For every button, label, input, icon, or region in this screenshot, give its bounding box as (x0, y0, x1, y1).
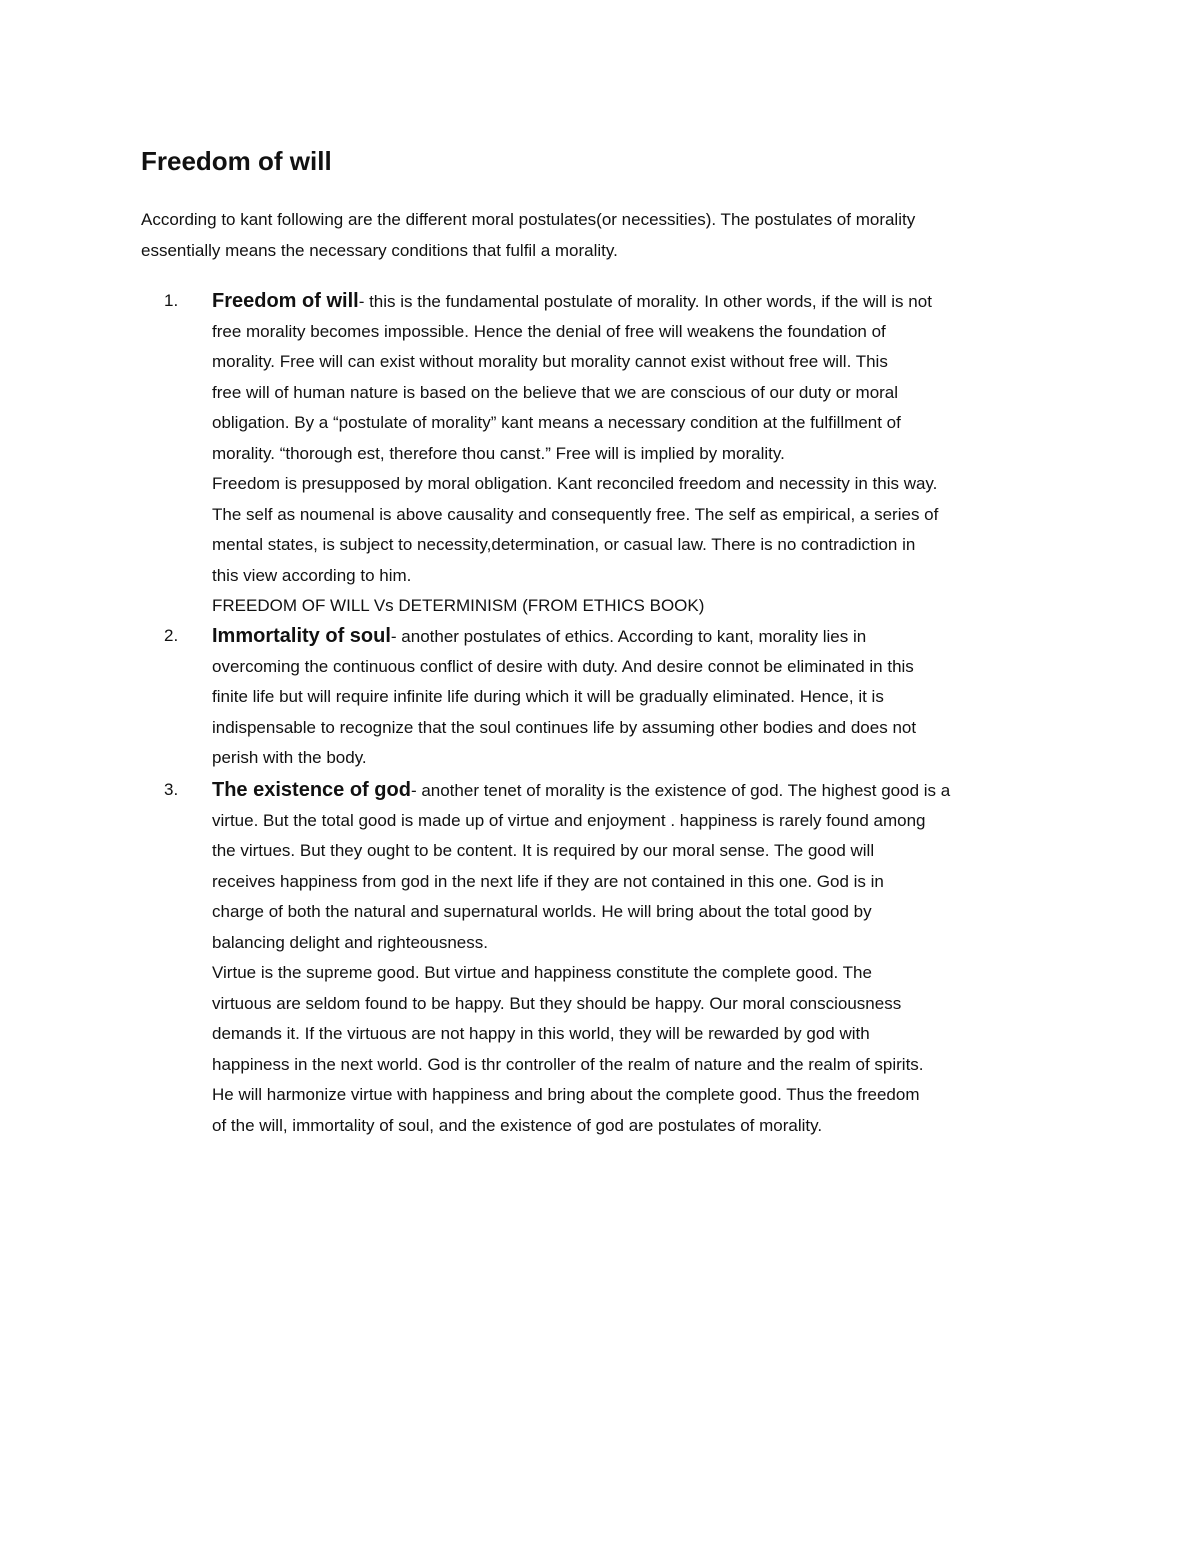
list-item-line: this view according to him. (212, 565, 412, 585)
list-item-line: virtue. But the total good is made up of virtue and enjoyment . happiness is rarely found among (212, 810, 926, 830)
list-item-line: obligation. By a “postulate of morality” kant means a necessary condition at the fulfillment of (212, 413, 901, 432)
list-item-line: perish with the body. (212, 748, 367, 767)
list-item-line: of the will, immortality of soul, and the existence of god are postulates of morality. (212, 1115, 823, 1135)
list-item-line: virtuous are seldom found to be happy. But they should be happy. Our moral consciousness (212, 993, 902, 1013)
list-item-line: The self as noumenal is above causality and consequently free. The self as empirical, a series of (212, 504, 939, 524)
list-item-line: balancing delight and righteousness. (212, 932, 488, 952)
list-item-first-text: - another postulates of ethics. According to kant, morality lies in (390, 627, 867, 646)
list-item-heading: The existence of god (212, 779, 411, 801)
list-item-line: receives happiness from god in the next life if they are not contained in this one. God is in (212, 871, 884, 891)
list-item-first-line (212, 775, 1072, 806)
list-item-heading: Freedom of will (212, 290, 359, 312)
list-item-line: morality. Free will can exist without morality but morality cannot exist without free will. This (212, 352, 888, 371)
list-item-line: Virtue is the supreme good. But virtue and happiness constitute the complete good. The (212, 963, 872, 982)
list-item-line: free morality becomes impossible. Hence the denial of free will weakens the foundation of (212, 321, 886, 341)
list-item-line: FREEDOM OF WILL Vs DETERMINISM (FROM ETHICS BOOK) (212, 596, 705, 615)
list-item-number: 2. (164, 626, 179, 645)
list-item-line: indispensable to recognize that the soul continues life by assuming other bodies and does not (212, 717, 917, 737)
intro-line: According to kant following are the different moral postulates(or necessities). The postulates of morality (141, 210, 916, 229)
list-item-line: overcoming the continuous conflict of desire with duty. And desire connot be eliminated in this (212, 656, 914, 676)
list-item-first-line (212, 286, 1072, 317)
list-item-freedom-of-will (164, 286, 1072, 622)
list-item-existence-of-god (164, 775, 1072, 1141)
list-item-line: charge of both the natural and supernatural worlds. He will bring about the total good by (212, 902, 872, 921)
intro-line: essentially means the necessary conditions that fulfil a morality. (141, 240, 618, 260)
list-item-line: happiness in the next world. God is thr controller of the realm of nature and the realm of spirits. (212, 1054, 924, 1074)
list-item-line: demands it. If the virtuous are not happy in this world, they will be rewarded by god with (212, 1024, 870, 1043)
list-item-first-line (212, 621, 1072, 652)
list-item-line: mental states, is subject to necessity,determination, or casual law. There is no contradiction in (212, 535, 916, 554)
list-item-number: 3. (164, 780, 179, 799)
list-item-line: finite life but will require infinite life during which it will be gradually eliminated. Hence, it is (212, 687, 884, 706)
intro-paragraph (141, 205, 1071, 266)
list-item-immortality-of-soul (164, 621, 1072, 774)
list-item-line: free will of human nature is based on the believe that we are conscious of our duty or moral (212, 382, 899, 402)
list-item-first-text: - this is the fundamental postulate of morality. In other words, if the will is not (358, 292, 932, 311)
list-item-line: Freedom is presupposed by moral obligation. Kant reconciled freedom and necessity in this way. (212, 474, 938, 493)
list-item-line: He will harmonize virtue with happiness and bring about the complete good. Thus the freedom (212, 1085, 920, 1104)
list-item-first-text: - another tenet of morality is the existence of god. The highest good is a (410, 781, 951, 800)
list-item-heading: Immortality of soul (212, 625, 391, 647)
list-item-line: the virtues. But they ought to be content. It is required by our moral sense. The good will (212, 841, 875, 860)
document-title: Freedom of will (141, 146, 332, 176)
list-item-number: 1. (164, 291, 179, 310)
list-item-line: morality. “thorough est, therefore thou canst.” Free will is implied by morality. (212, 443, 785, 463)
